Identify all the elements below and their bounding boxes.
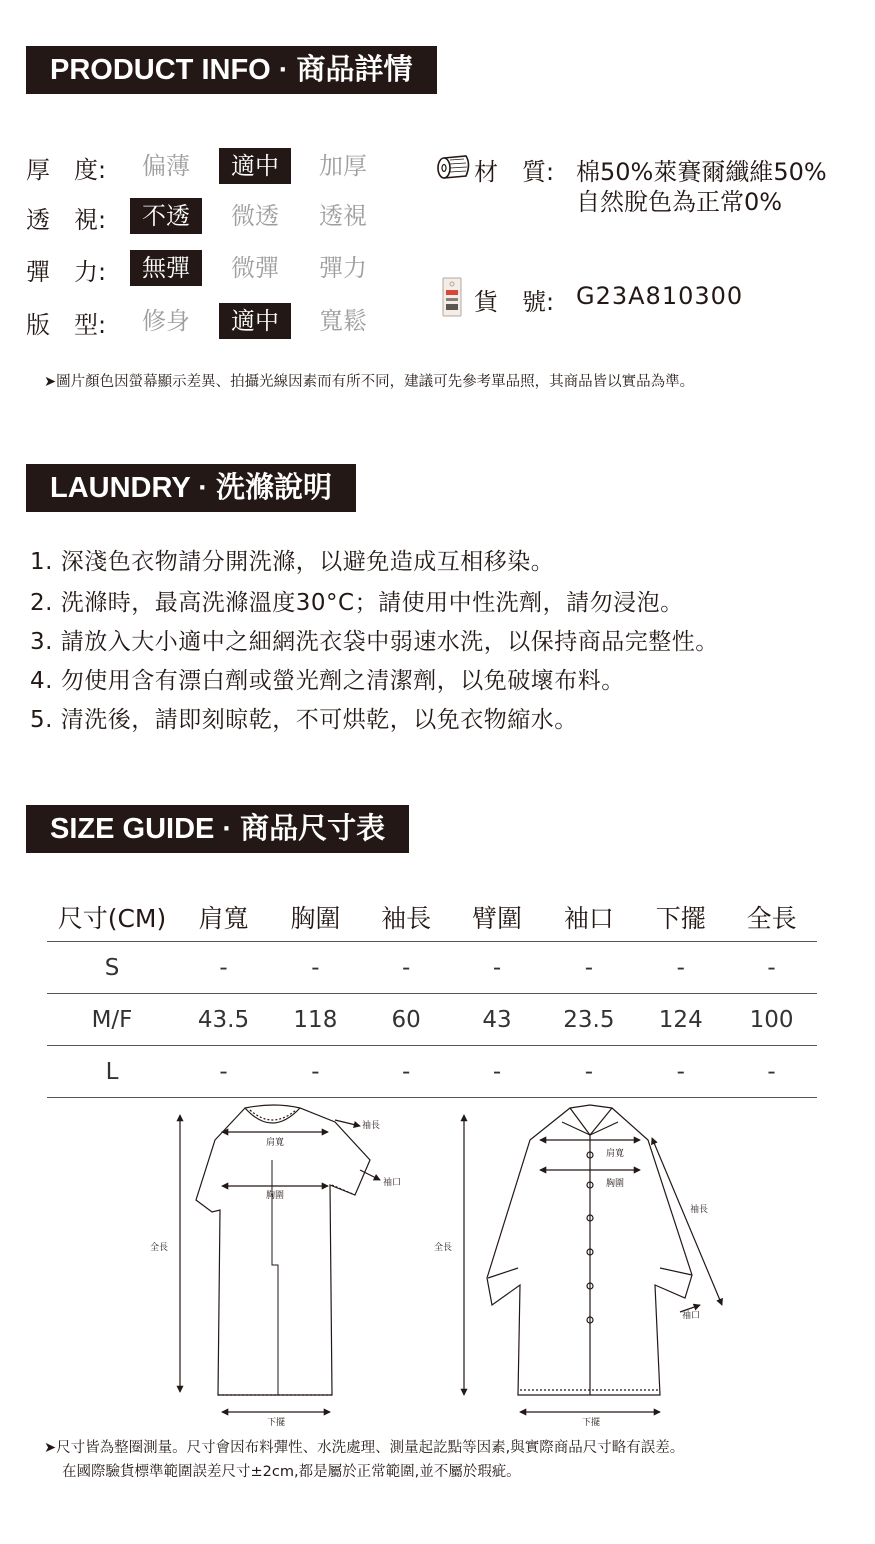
right-chest-label: 胸圍: [606, 1179, 625, 1189]
item-number-label: 貨 號:: [474, 288, 555, 316]
attribute-option-selected: 無彈: [130, 250, 202, 286]
size-table-header: [47, 893, 817, 942]
measurement-cell: -: [542, 942, 635, 994]
item-number-block: [436, 276, 866, 320]
measurement-cell: 118: [270, 994, 361, 1046]
left-shoulder-label: 肩寬: [266, 1138, 285, 1148]
attribute-option: 透視: [319, 202, 367, 230]
fabric-roll-icon: [436, 152, 472, 182]
size-table: [47, 893, 817, 1098]
material-value-line2: 自然脫色為正常0%: [576, 188, 783, 216]
attribute-label: 厚 度:: [26, 156, 107, 184]
right-shoulder-label: 肩寬: [606, 1149, 625, 1159]
attribute-option: 寬鬆: [319, 307, 367, 335]
attribute-label: 版 型:: [26, 311, 107, 339]
laundry-item-2: 2. 洗滌時，最高洗滌溫度30°C；請使用中性洗劑，請勿浸泡。: [30, 590, 684, 616]
product-info-title: PRODUCT INFO · 商品詳情: [26, 46, 437, 94]
size-note-line2: 在國際驗貨標準範圍誤差尺寸±2cm,都是屬於正常範圍,並不屬於瑕疵。: [62, 1464, 521, 1480]
laundry-item-1: 1. 深淺色衣物請分開洗滌，以避免造成互相移染。: [30, 549, 555, 575]
measurement-cell: -: [361, 942, 452, 994]
measurement-cell: 23.5: [542, 994, 635, 1046]
header-sleeve: 袖長: [361, 893, 452, 942]
right-cuff-label: 袖口: [682, 1311, 701, 1321]
measurement-cell: -: [542, 1046, 635, 1098]
header-length: 全長: [726, 893, 817, 942]
item-number-value: G23A810300: [576, 282, 744, 310]
measurement-cell: -: [726, 942, 817, 994]
measurement-cell: -: [177, 1046, 270, 1098]
measurement-cell: 43: [452, 994, 543, 1046]
header-size: 尺寸(CM): [47, 893, 177, 942]
table-row: [47, 1046, 817, 1098]
measurement-cell: 60: [361, 994, 452, 1046]
measurement-cell: -: [361, 1046, 452, 1098]
header-hem: 下擺: [635, 893, 726, 942]
header-cuff: 袖口: [542, 893, 635, 942]
measurement-cell: -: [452, 1046, 543, 1098]
measurement-cell: -: [635, 1046, 726, 1098]
material-block: [436, 150, 866, 220]
header-chest: 胸圍: [270, 893, 361, 942]
tshirt-dress-diagram: [180, 1105, 380, 1412]
size-note-line1: ➤尺寸皆為整圈測量。尺寸會因布料彈性、水洗處理、測量起訖點等因素,與實際商品尺寸略有誤差。: [44, 1440, 685, 1456]
attribute-row: [26, 148, 406, 184]
laundry-item-5: 5. 清洗後，請即刻晾乾，不可烘乾，以免衣物縮水。: [30, 707, 578, 733]
measurement-cell: 43.5: [177, 994, 270, 1046]
right-length-label: 全長: [434, 1243, 453, 1253]
table-row: [47, 994, 817, 1046]
left-sleeve-label: 袖長: [362, 1121, 381, 1131]
attribute-label: 彈 力:: [26, 258, 107, 286]
attribute-option: 微透: [231, 202, 279, 230]
attribute-option-selected: 適中: [219, 303, 291, 339]
size-diagram: [0, 1100, 875, 1430]
measurement-cell: -: [452, 942, 543, 994]
attribute-option-selected: 不透: [130, 198, 202, 234]
attribute-row: [26, 250, 406, 286]
right-hem-label: 下擺: [582, 1418, 601, 1428]
measurement-cell: -: [177, 942, 270, 994]
shirt-dress-diagram: [464, 1105, 722, 1412]
measurement-cell: -: [270, 1046, 361, 1098]
header-arm: 臂圍: [452, 893, 543, 942]
attribute-option: 修身: [142, 307, 190, 335]
size-name-cell: S: [47, 942, 177, 994]
laundry-item-4: 4. 勿使用含有漂白劑或螢光劑之清潔劑，以免破壞布料。: [30, 668, 625, 694]
left-cuff-label: 袖口: [383, 1178, 402, 1188]
attribute-option: 偏薄: [142, 152, 190, 180]
attribute-option-selected: 適中: [219, 148, 291, 184]
attribute-option: 微彈: [231, 254, 279, 282]
material-label: 材 質:: [474, 158, 555, 186]
table-row: [47, 942, 817, 994]
size-name-cell: L: [47, 1046, 177, 1098]
measurement-cell: -: [726, 1046, 817, 1098]
right-sleeve-label: 袖長: [690, 1205, 709, 1215]
color-disclaimer: ➤圖片顏色因螢幕顯示差異、拍攝光線因素而有所不同，建議可先參考單品照，其商品皆以實品為準。: [44, 374, 695, 390]
measurement-cell: -: [270, 942, 361, 994]
header-shoulder: 肩寬: [177, 893, 270, 942]
attribute-row: [26, 198, 406, 234]
measurement-cell: 124: [635, 994, 726, 1046]
tag-icon: [440, 276, 466, 318]
left-hem-label: 下擺: [267, 1418, 286, 1428]
attribute-label: 透 視:: [26, 206, 107, 234]
measurement-cell: -: [635, 942, 726, 994]
size-name-cell: M/F: [47, 994, 177, 1046]
attribute-row: [26, 303, 406, 339]
left-length-label: 全長: [150, 1243, 169, 1253]
attribute-option: 加厚: [319, 152, 367, 180]
measurement-cell: 100: [726, 994, 817, 1046]
size-guide-title: SIZE GUIDE · 商品尺寸表: [26, 805, 409, 853]
material-value-line1: 棉50%萊賽爾纖維50%: [576, 158, 827, 186]
laundry-title: LAUNDRY · 洗滌說明: [26, 464, 356, 512]
laundry-item-3: 3. 請放入大小適中之細網洗衣袋中弱速水洗，以保持商品完整性。: [30, 629, 719, 655]
left-chest-label: 胸圍: [266, 1191, 285, 1201]
attribute-option: 彈力: [319, 254, 367, 282]
